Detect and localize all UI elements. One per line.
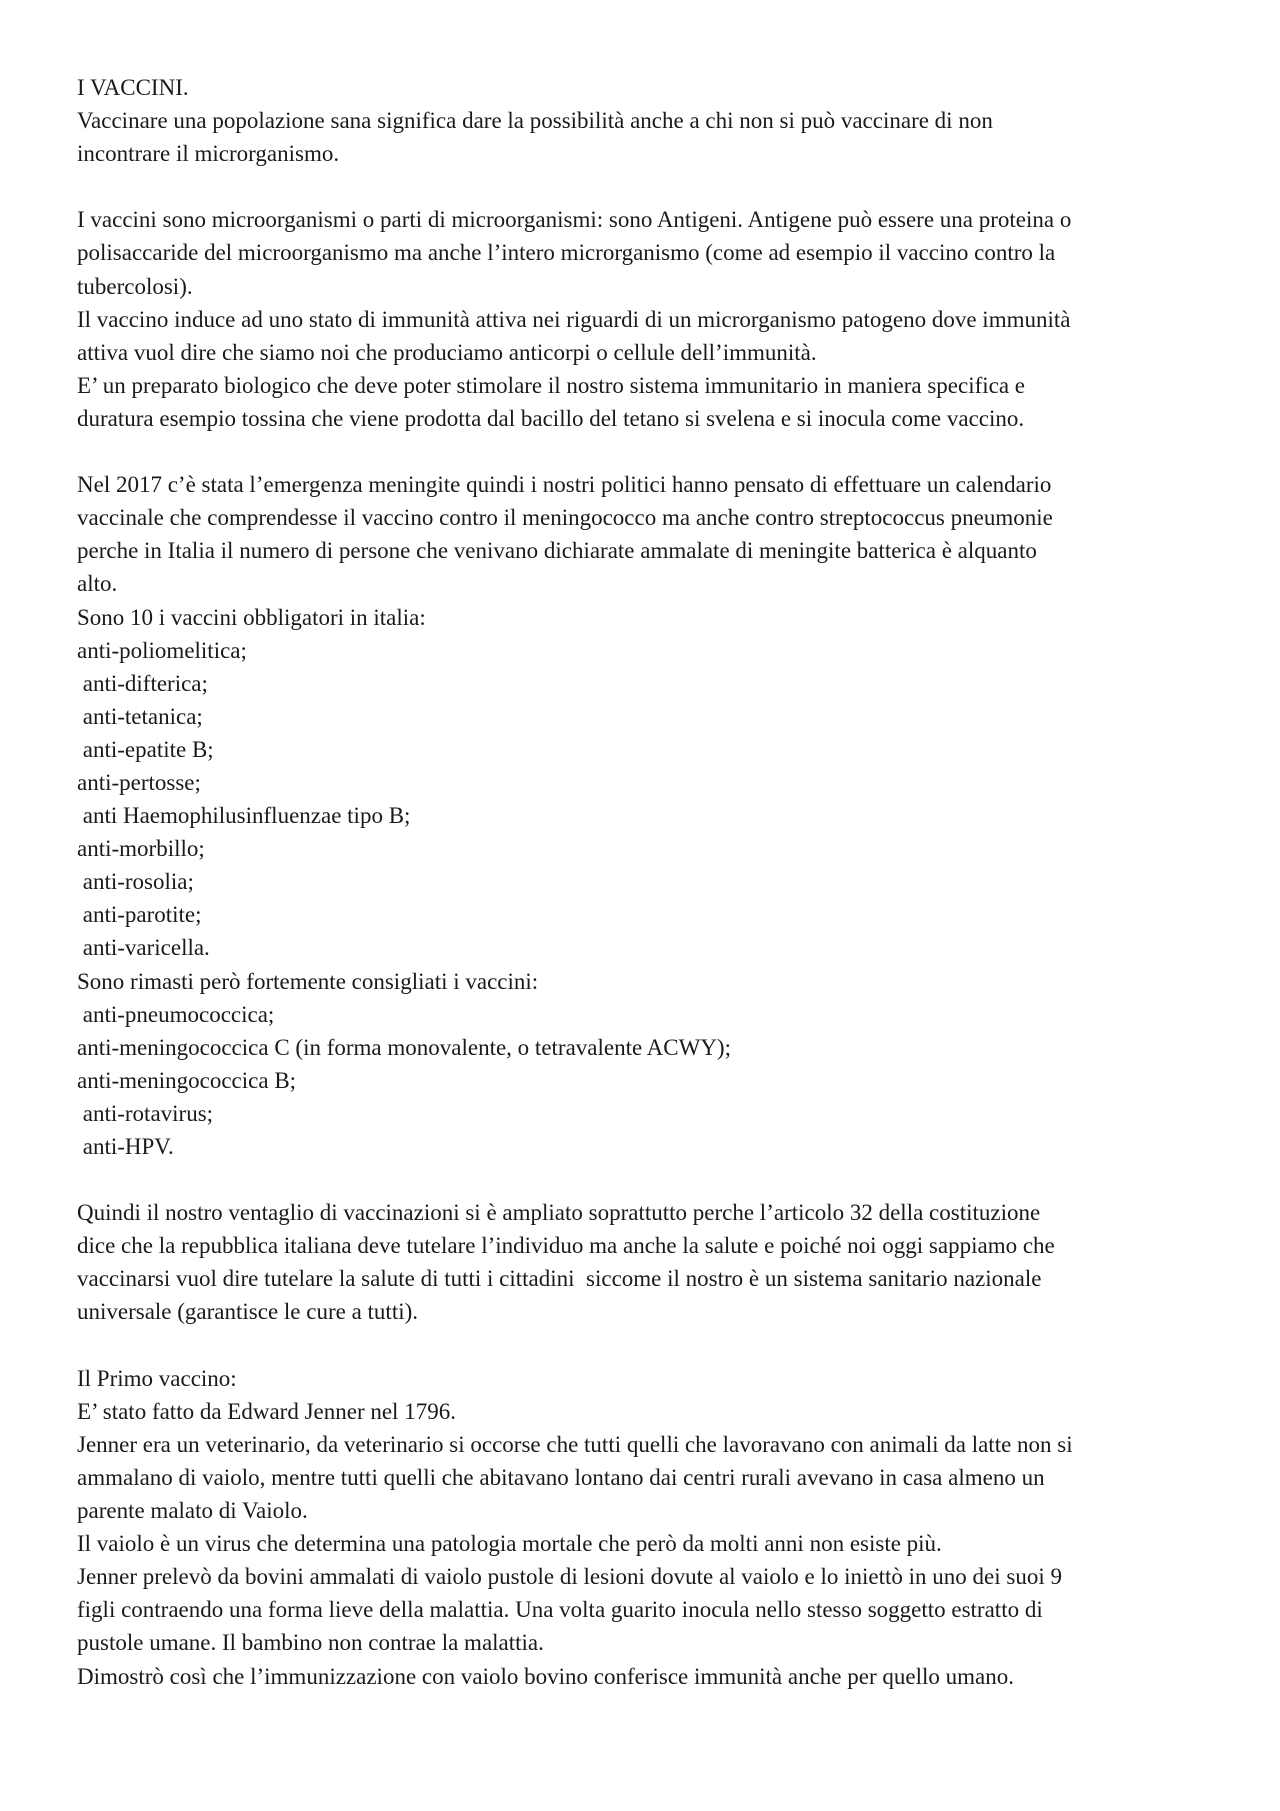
- paragraph-gap: [77, 170, 1280, 203]
- list-item: anti-epatite B;: [77, 736, 214, 762]
- mandatory-vaccines-heading: Sono 10 i vaccini obbligatori in italia:: [77, 604, 426, 630]
- document-title: I VACCINI.: [77, 75, 189, 100]
- text-line: E’ stato fatto da Edward Jenner nel 1796.: [77, 1398, 456, 1424]
- text-line: dice che la repubblica italiana deve tutelare l’individuo ma anche la salute e poiché noi oggi sappiamo che: [77, 1233, 1055, 1259]
- text-line: alto.: [77, 571, 118, 597]
- list-item: anti-morbillo;: [77, 836, 205, 862]
- list-item: anti-meningococcica B;: [77, 1067, 297, 1093]
- list-item: anti-difterica;: [77, 670, 208, 696]
- list-item: anti-pertosse;: [77, 769, 201, 795]
- list-item: anti-HPV.: [77, 1134, 174, 1159]
- text-line: polisaccaride del microorganismo ma anche l’intero microrganismo (come ad esempio il vaccino contro la: [77, 240, 1056, 266]
- text-line: ammalano di vaiolo, mentre tutti quelli che abitavano lontano dai centri rurali avevano in casa almeno un: [77, 1464, 1045, 1490]
- text-line: vaccinarsi vuol dire tutelare la salute di tutti i cittadini siccome il nostro è un sistema sanitario nazionale: [77, 1266, 1042, 1292]
- text-line: Vaccinare una popolazione sana significa dare la possibilità anche a chi non si può vaccinare di non: [77, 108, 993, 134]
- text-line: Il vaiolo è un virus che determina una patologia mortale che però da molti anni non esiste più.: [77, 1531, 942, 1557]
- list-item: anti-varicella.: [77, 935, 210, 961]
- text-line: vaccinale che comprendesse il vaccino contro il meningococco ma anche contro streptococcus pneumonie: [77, 505, 1053, 531]
- text-line: tubercolosi).: [77, 273, 193, 299]
- text-line: duratura esempio tossina che viene prodotta dal bacillo del tetano si svelena e si inocula come vaccino.: [77, 405, 1025, 431]
- text-line: pustole umane. Il bambino non contrae la malattia.: [77, 1630, 544, 1656]
- list-item: anti-rotavirus;: [77, 1100, 214, 1126]
- list-item: anti-poliomelitica;: [77, 637, 247, 663]
- list-item: anti-rosolia;: [77, 869, 194, 895]
- text-line: Nel 2017 c’è stata l’emergenza meningite quindi i nostri politici hanno pensato di effettuare un calendario: [77, 472, 1052, 498]
- text-line: parente malato di Vaiolo.: [77, 1498, 308, 1524]
- list-item: anti-parotite;: [77, 902, 202, 928]
- text-line: perche in Italia il numero di persone che venivano dichiarate ammalate di meningite batterica è alquanto: [77, 538, 1037, 564]
- text-line: Quindi il nostro ventaglio di vaccinazioni si è ampliato soprattutto perche l’articolo 32 della costituzione: [77, 1200, 1041, 1226]
- text-line: figli contraendo una forma lieve della malattia. Una volta guarito inocula nello stesso soggetto estratto di: [77, 1597, 1043, 1623]
- recommended-vaccines-heading: Sono rimasti però fortemente consigliati i vaccini:: [77, 968, 539, 994]
- text-line: Dimostrò così che l’immunizzazione con vaiolo bovino conferisce immunità anche per quello umano.: [77, 1663, 1014, 1689]
- text-line: Il vaccino induce ad uno stato di immunità attiva nei riguardi di un microrganismo patogeno dove immunità: [77, 306, 1071, 332]
- section-heading: Il Primo vaccino:: [77, 1365, 237, 1391]
- text-line: E’ un preparato biologico che deve poter stimolare il nostro sistema immunitario in maniera specifica e: [77, 372, 1026, 398]
- list-item: anti-meningococcica C (in forma monovalente, o tetravalente ACWY);: [77, 1034, 731, 1060]
- paragraph-gap: [77, 435, 1280, 468]
- text-line: incontrare il microrganismo.: [77, 141, 340, 167]
- list-item: anti-pneumococcica;: [77, 1001, 275, 1027]
- list-item: anti Haemophilusinfluenzae tipo B;: [77, 803, 411, 829]
- text-line: Jenner era un veterinario, da veterinario si occorse che tutti quelli che lavoravano con animali da latte non si: [77, 1431, 1073, 1457]
- text-line: universale (garantisce le cure a tutti).: [77, 1299, 419, 1325]
- paragraph-gap: [77, 1329, 1280, 1362]
- text-line: attiva vuol dire che siamo noi che produciamo anticorpi o cellule dell’immunità.: [77, 339, 817, 365]
- list-item: anti-tetanica;: [77, 703, 203, 729]
- text-line: I vaccini sono microorganismi o parti di microorganismi: sono Antigeni. Antigene può essere una proteina o: [77, 207, 1072, 233]
- text-line: Jenner prelevò da bovini ammalati di vaiolo pustole di lesioni dovute al vaiolo e lo iniettò in uno dei suoi 9: [77, 1564, 1062, 1590]
- paragraph-gap: [77, 1163, 1280, 1196]
